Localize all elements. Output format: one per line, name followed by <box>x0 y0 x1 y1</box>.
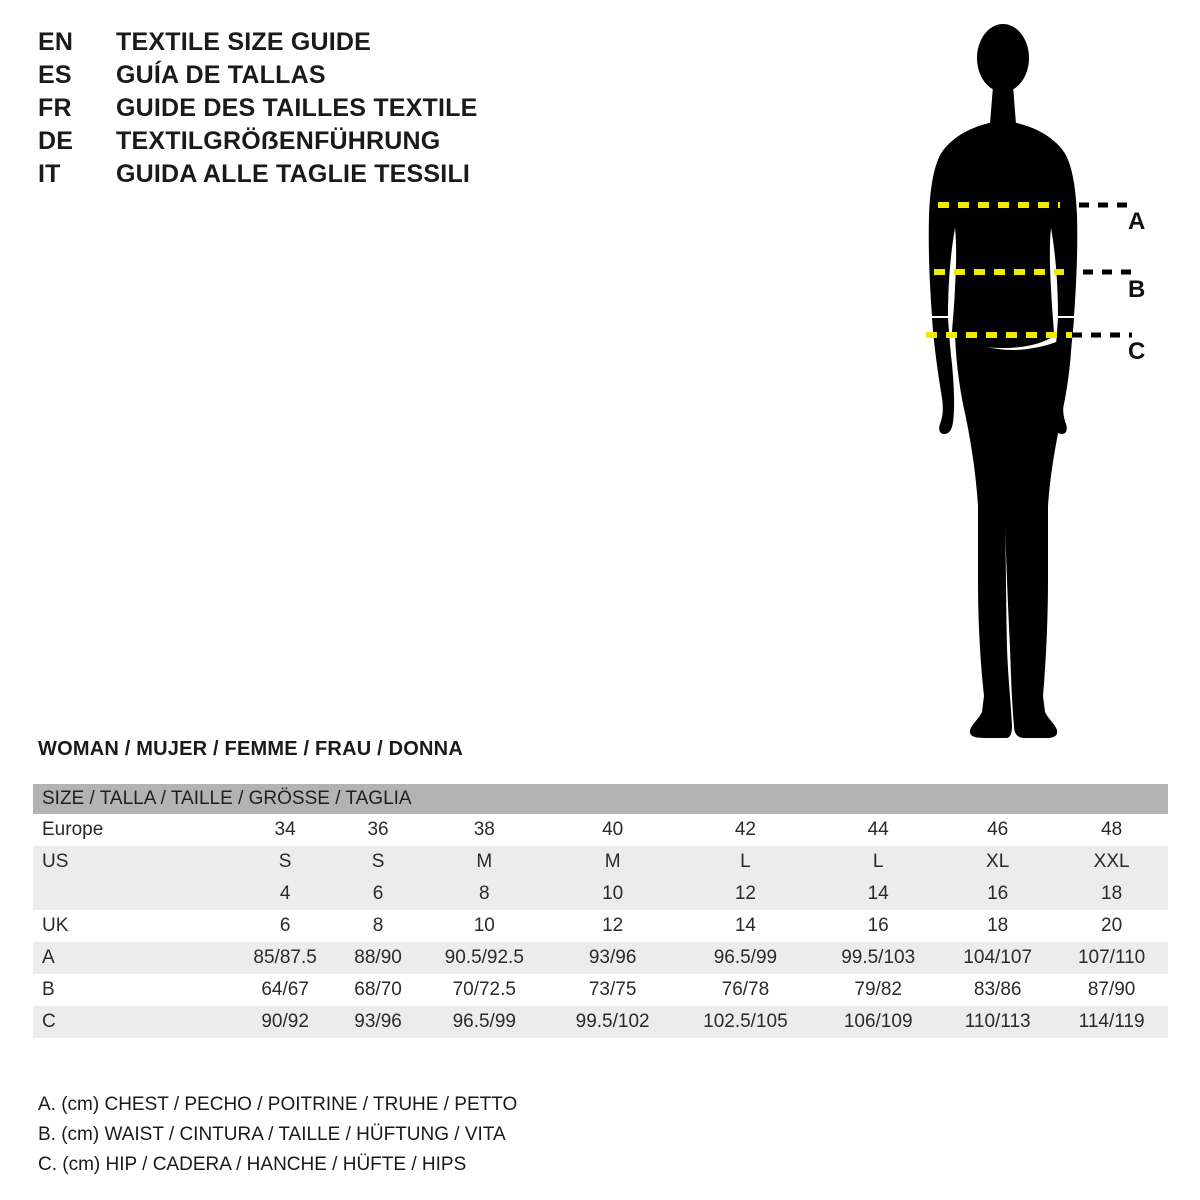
table-header-row <box>33 784 1168 814</box>
cell: S <box>232 846 338 878</box>
cell: 8 <box>418 878 551 910</box>
footnote-hip: C. (cm) HIP / CADERA / HANCHE / HÜFTE / HIPS <box>38 1154 467 1175</box>
row-label <box>33 878 232 910</box>
row-label: A <box>33 942 232 974</box>
cell: 38 <box>418 814 551 846</box>
cell: 70/72.5 <box>418 974 551 1006</box>
row-label: US <box>33 846 232 878</box>
cell: 18 <box>1055 878 1168 910</box>
row-label: C <box>33 1006 232 1038</box>
cell: 110/113 <box>940 1006 1055 1038</box>
title-row-en <box>38 28 638 61</box>
cell: 83/86 <box>940 974 1055 1006</box>
section-heading-woman: WOMAN / MUJER / FEMME / FRAU / DONNA <box>38 738 463 760</box>
cell: 90/92 <box>232 1006 338 1038</box>
title-row-it <box>38 160 638 193</box>
cell: 93/96 <box>338 1006 418 1038</box>
cell: 90.5/92.5 <box>418 942 551 974</box>
title-lang-it: IT <box>38 160 61 188</box>
cell: 10 <box>418 910 551 942</box>
cell: 96.5/99 <box>418 1006 551 1038</box>
cell: 99.5/103 <box>816 942 940 974</box>
row-label: UK <box>33 910 232 942</box>
cell: M <box>551 846 675 878</box>
title-text-fr: GUIDE DES TAILLES TEXTILE <box>116 94 478 122</box>
cell: 79/82 <box>816 974 940 1006</box>
footnote-waist: B. (cm) WAIST / CINTURA / TAILLE / HÜFTUNG / VITA <box>38 1124 506 1145</box>
cell: L <box>816 846 940 878</box>
cell: S <box>338 846 418 878</box>
cell: 34 <box>232 814 338 846</box>
title-block <box>38 28 638 193</box>
table-row <box>33 910 1168 942</box>
title-row-fr <box>38 94 638 127</box>
cell: 16 <box>940 878 1055 910</box>
cell: 36 <box>338 814 418 846</box>
body-silhouette-icon <box>860 20 1180 740</box>
cell: 6 <box>232 910 338 942</box>
cell: 40 <box>551 814 675 846</box>
title-text-it: GUIDA ALLE TAGLIE TESSILI <box>116 160 471 188</box>
title-text-en: TEXTILE SIZE GUIDE <box>116 28 372 56</box>
cell: 46 <box>940 814 1055 846</box>
table-row <box>33 942 1168 974</box>
cell: 10 <box>551 878 675 910</box>
table-header-label: SIZE / TALLA / TAILLE / GRÖSSE / TAGLIA <box>33 784 1168 814</box>
cell: 93/96 <box>551 942 675 974</box>
cell: 107/110 <box>1055 942 1168 974</box>
title-row-es <box>38 61 638 94</box>
cell: 68/70 <box>338 974 418 1006</box>
cell: 104/107 <box>940 942 1055 974</box>
title-row-de <box>38 127 638 160</box>
cell: 18 <box>940 910 1055 942</box>
cell: 44 <box>816 814 940 846</box>
table-row <box>33 878 1168 910</box>
cell: 87/90 <box>1055 974 1168 1006</box>
measure-label-c: C <box>1128 338 1146 365</box>
cell: 106/109 <box>816 1006 940 1038</box>
row-label: B <box>33 974 232 1006</box>
cell: 16 <box>816 910 940 942</box>
cell: 64/67 <box>232 974 338 1006</box>
cell: 6 <box>338 878 418 910</box>
table-row <box>33 1006 1168 1038</box>
cell: 42 <box>675 814 817 846</box>
cell: 20 <box>1055 910 1168 942</box>
cell: 96.5/99 <box>675 942 817 974</box>
cell: 8 <box>338 910 418 942</box>
size-table <box>33 784 1168 1038</box>
cell: 88/90 <box>338 942 418 974</box>
table-row <box>33 974 1168 1006</box>
cell: 102.5/105 <box>675 1006 817 1038</box>
footnote-chest: A. (cm) CHEST / PECHO / POITRINE / TRUHE / PETTO <box>38 1094 518 1115</box>
cell: 76/78 <box>675 974 817 1006</box>
measure-label-b: B <box>1128 276 1146 303</box>
row-label: Europe <box>33 814 232 846</box>
table-row <box>33 814 1168 846</box>
cell: 48 <box>1055 814 1168 846</box>
cell: 73/75 <box>551 974 675 1006</box>
cell: 14 <box>816 878 940 910</box>
cell: 4 <box>232 878 338 910</box>
footnotes <box>38 1090 838 1180</box>
title-lang-de: DE <box>38 127 74 155</box>
cell: 99.5/102 <box>551 1006 675 1038</box>
cell: 12 <box>675 878 817 910</box>
title-lang-en: EN <box>38 28 74 56</box>
cell: L <box>675 846 817 878</box>
title-text-es: GUÍA DE TALLAS <box>116 61 326 89</box>
table-row <box>33 846 1168 878</box>
cell: 114/119 <box>1055 1006 1168 1038</box>
cell: M <box>418 846 551 878</box>
cell: 85/87.5 <box>232 942 338 974</box>
cell: XXL <box>1055 846 1168 878</box>
cell: 12 <box>551 910 675 942</box>
cell: XL <box>940 846 1055 878</box>
title-lang-fr: FR <box>38 94 72 122</box>
title-text-de: TEXTILGRÖẞENFÜHRUNG <box>116 127 441 155</box>
title-lang-es: ES <box>38 61 72 89</box>
measure-label-a: A <box>1128 208 1146 235</box>
female-body-figure <box>860 20 1180 740</box>
cell: 14 <box>675 910 817 942</box>
